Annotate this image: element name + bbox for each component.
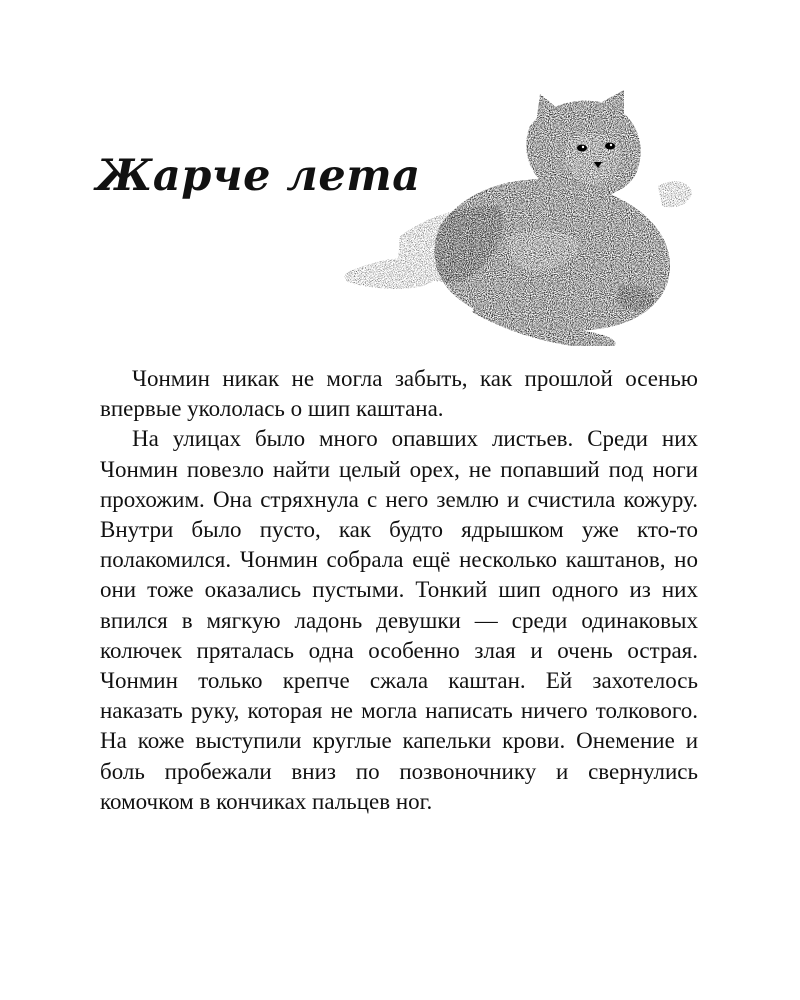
body-text: [100, 364, 698, 817]
cat-illustration-icon: [340, 86, 702, 346]
paragraph-2: На улицах было много опавших листьев. Среди них Чонмин повезло найти целый орех, не попавший под ноги прохожим. Она стряхнула с него землю и счистила кожуру. Внутри было пусто, как будто ядрышком уже кто-то полакомился. Чонмин собрала ещё несколько каштанов, но они тоже оказались пустыми. Тонкий шип одного из них впился в мягкую ладонь девушки — среди одинаковых колючек пряталась одна особенно злая и очень острая. Чонмин только крепче сжала каштан. Ей захотелось наказать руку, которая не могла написать ничего толкового. На коже выступили круглые капельки крови. Онемение и боль пробежали вниз по позвоночнику и свернулись комочком в кончиках пальцев ног.: [100, 426, 698, 814]
paragraph-1: Чонмин никак не могла забыть, как прошлой осенью впервые укололась о шип каштана.: [100, 366, 698, 422]
chapter-title: Жарче лета: [96, 151, 421, 201]
